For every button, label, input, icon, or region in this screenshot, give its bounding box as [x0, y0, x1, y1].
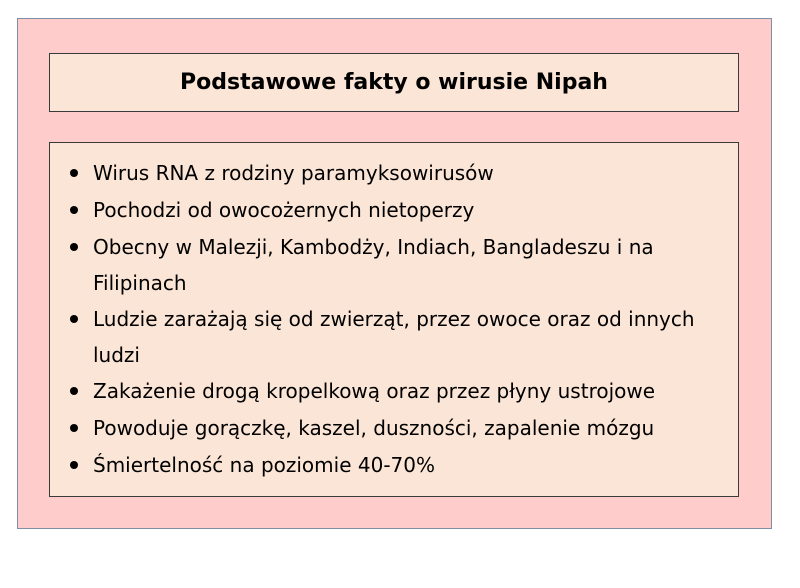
fact-text: Śmiertelność na poziomie 40-70%	[93, 453, 435, 477]
fact-item-4	[70, 301, 718, 373]
bullet-icon	[70, 424, 78, 432]
fact-item-2	[70, 192, 718, 229]
bullet-icon	[70, 315, 78, 323]
fact-text: Wirus RNA z rodziny paramyksowirusów	[93, 161, 494, 185]
fact-text: Ludzie zarażają się od zwierząt, przez owoce oraz od innych ludzi	[93, 307, 695, 367]
fact-item-6	[70, 410, 718, 447]
fact-text: Obecny w Malezji, Kambodży, Indiach, Bangladeszu i na Filipinach	[93, 235, 654, 295]
fact-text: Pochodzi od owocożernych nietoperzy	[93, 198, 475, 222]
fact-text: Zakażenie drogą kropelkową oraz przez płyny ustrojowe	[93, 379, 656, 403]
fact-item-5	[70, 373, 718, 410]
bullet-icon	[70, 243, 78, 251]
fact-text: Powoduje gorączkę, kaszel, duszności, zapalenie mózgu	[93, 416, 655, 440]
fact-item-1	[70, 155, 718, 192]
facts-box	[49, 142, 739, 497]
bullet-icon	[70, 169, 78, 177]
bullet-icon	[70, 461, 78, 469]
title-box	[49, 53, 739, 112]
fact-item-7	[70, 447, 718, 484]
page-title: Podstawowe fakty o wirusie Nipah	[180, 70, 608, 95]
facts-list	[70, 155, 718, 484]
bullet-icon	[70, 387, 78, 395]
bullet-icon	[70, 206, 78, 214]
fact-item-3	[70, 229, 718, 301]
